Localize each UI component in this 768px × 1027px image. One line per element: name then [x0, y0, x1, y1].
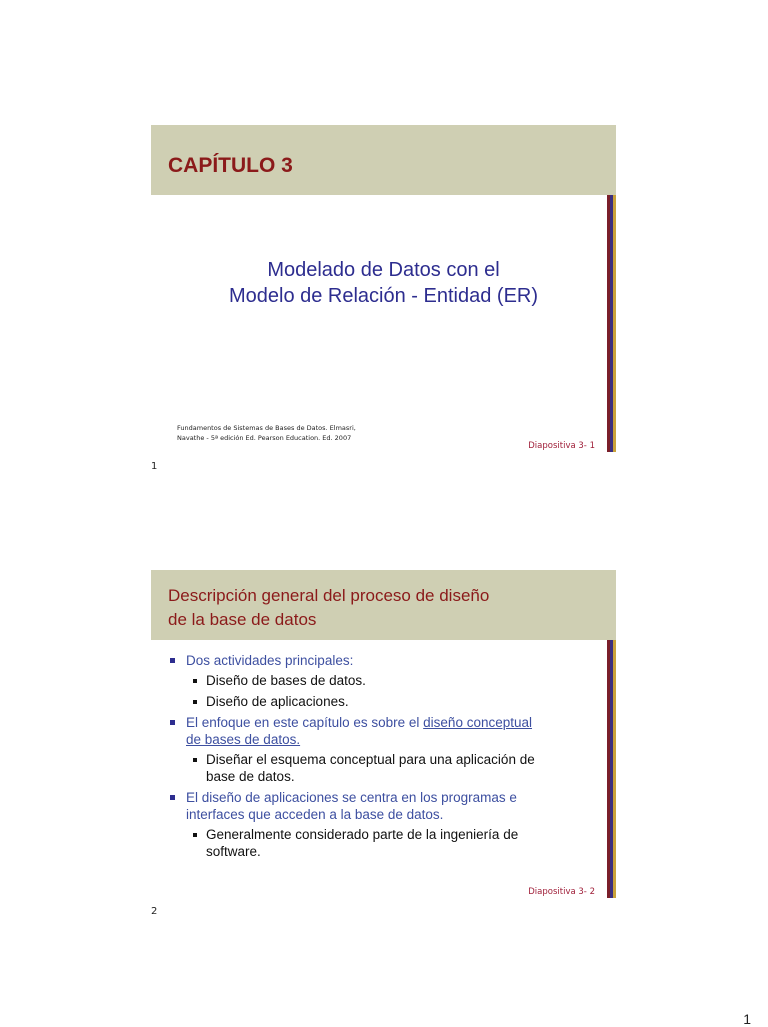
slide-1-page-number: 1 — [151, 461, 158, 472]
square-bullet-icon — [193, 758, 197, 762]
slide-1-header — [151, 125, 616, 195]
slide-2 — [151, 570, 616, 898]
sub-bullet-text: software. — [206, 844, 261, 859]
slide-2-title-line-1: Descripción general del proceso de diseño — [168, 586, 490, 605]
underlined-term: diseño conceptual — [423, 715, 533, 730]
sub-bullet-item — [151, 672, 601, 689]
subtitle-line-1: Modelado de Datos con el — [267, 259, 500, 281]
sub-bullet-text: Diseñar el esquema conceptual para una aplicación de — [206, 752, 535, 767]
subtitle-line-2: Modelo de Relación - Entidad (ER) — [228, 285, 539, 307]
slide-2-side-stripe — [607, 640, 616, 898]
slide-1 — [151, 125, 616, 452]
slide-2-title-line-2: de la base de datos — [168, 610, 317, 629]
slide-2-page-number: 2 — [151, 906, 158, 917]
square-bullet-icon — [193, 679, 197, 683]
bullet-text: interfaces que acceden a la base de datos. — [186, 807, 444, 822]
chapter-title: CAPÍTULO 3 — [168, 154, 293, 177]
sub-bullet-text: base de datos. — [206, 769, 295, 784]
bullet-text: El enfoque en este capítulo es sobre el — [186, 715, 424, 730]
bullet-item — [151, 789, 601, 823]
square-bullet-icon — [170, 658, 175, 663]
slide-1-footer: Diapositiva 3- 1 — [528, 441, 595, 451]
slide-2-footer: Diapositiva 3- 2 — [528, 887, 595, 897]
sheet-page-number: 1 — [743, 1011, 751, 1027]
sub-bullet-text: Generalmente considerado parte de la ingeniería de — [206, 827, 519, 842]
sub-bullet-item — [151, 826, 601, 860]
square-bullet-icon — [170, 720, 175, 725]
bullet-item — [151, 652, 601, 669]
underlined-term: de bases de datos. — [186, 732, 301, 747]
sub-bullet-text: Diseño de aplicaciones. — [206, 694, 349, 709]
book-reference — [177, 423, 397, 443]
bullet-text: Dos actividades principales: — [186, 653, 354, 668]
reference-line-2: Navathe - 5ª edición Ed. Pearson Education. Ed. 2007 — [177, 434, 352, 442]
slide-1-side-stripe — [607, 195, 616, 452]
sub-bullet-text: Diseño de bases de datos. — [206, 673, 366, 688]
bullet-item — [151, 714, 601, 748]
square-bullet-icon — [193, 833, 197, 837]
slide-2-header — [151, 570, 616, 640]
slide-1-subtitle — [151, 257, 616, 309]
square-bullet-icon — [193, 700, 197, 704]
square-bullet-icon — [170, 795, 175, 800]
sub-bullet-item — [151, 751, 601, 785]
bullet-list — [151, 652, 601, 864]
bullet-text: El diseño de aplicaciones se centra en los programas e — [186, 790, 517, 805]
sub-bullet-item — [151, 693, 601, 710]
slide-2-title — [168, 584, 588, 632]
reference-line-1: Fundamentos de Sistemas de Bases de Datos. Elmasri, — [177, 424, 356, 432]
